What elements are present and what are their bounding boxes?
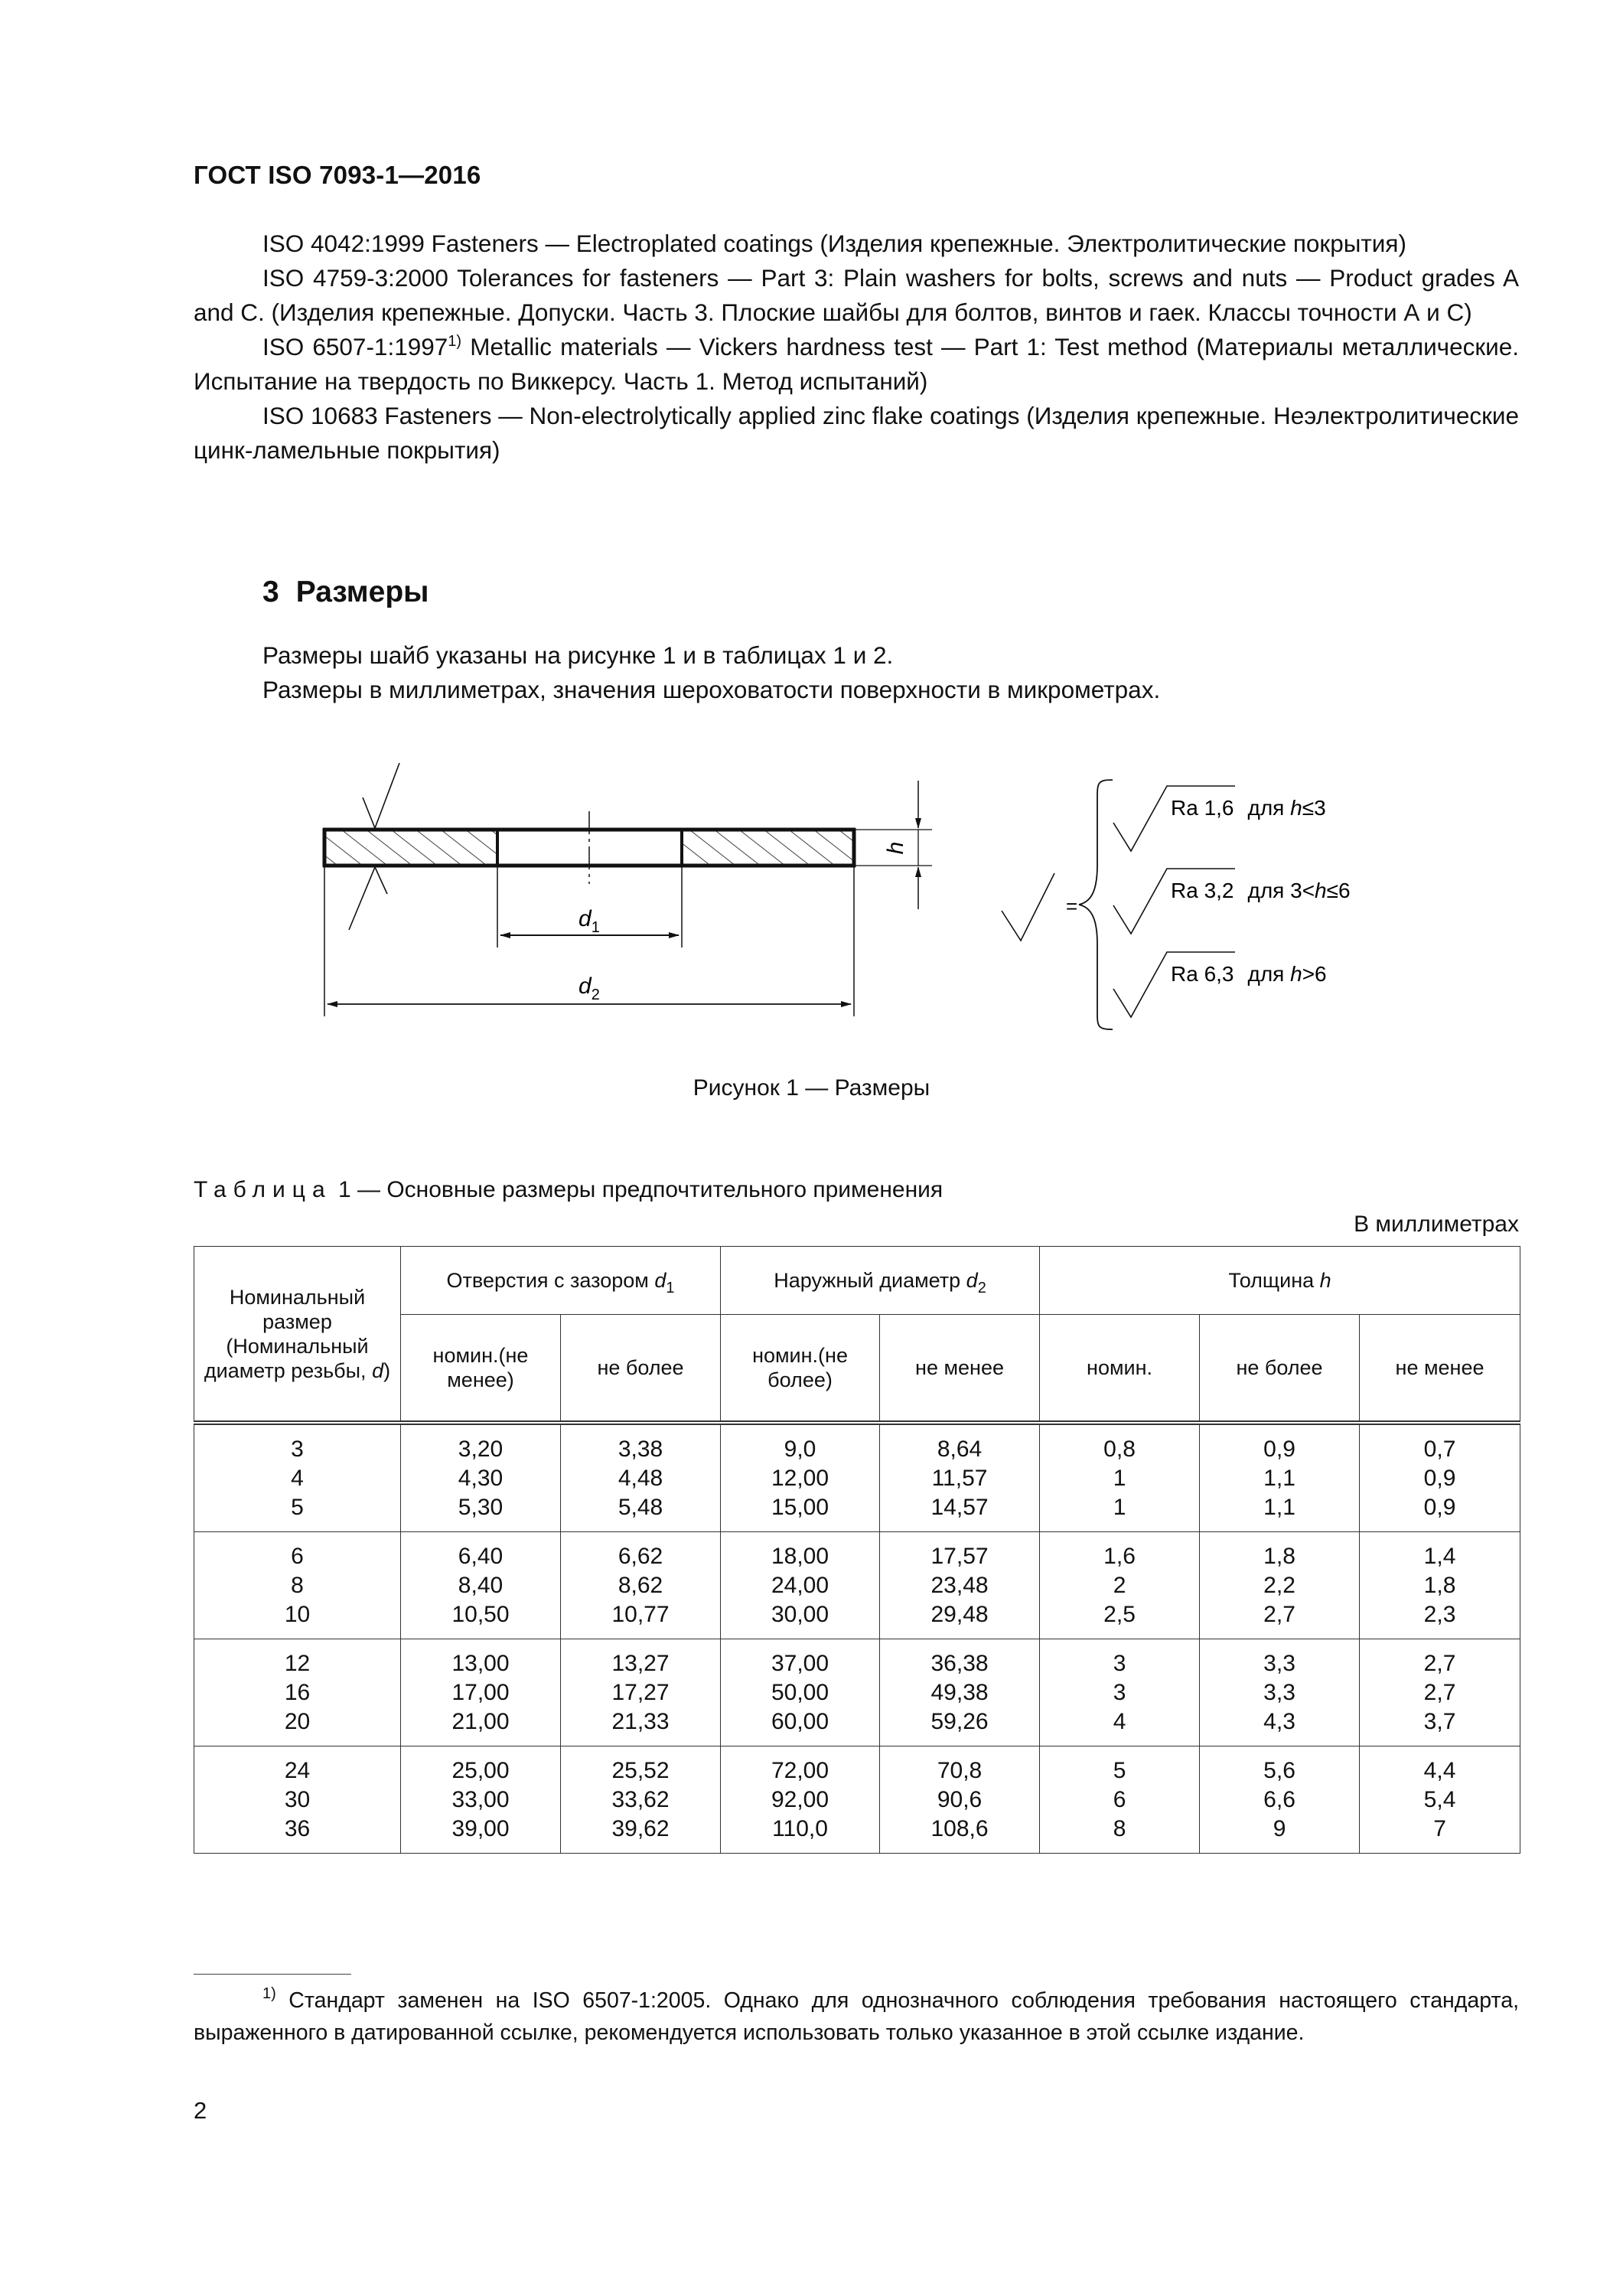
h-label: h — [883, 841, 908, 855]
cell-value: 92,00 — [771, 1786, 829, 1812]
cell-value: 0,7 — [1423, 1436, 1456, 1462]
table-units: В миллиметрах — [1354, 1212, 1519, 1237]
cell-value: 30 — [284, 1786, 311, 1812]
cell-value: 39,62 — [611, 1815, 670, 1841]
table-cell — [1360, 1746, 1520, 1854]
section-title: Размеры — [295, 576, 429, 608]
footnote-mark: 1) — [262, 1985, 276, 2002]
dimension-h — [855, 781, 932, 909]
cell-value: 2,2 — [1263, 1572, 1295, 1598]
table-cell — [721, 1746, 880, 1854]
reference-title: Metallic materials — Vickers hardness test — Part 1: Test method (Материалы металлические. Испытание на твердость по Виккерсу. Часть 1. Метод испытаний) — [194, 333, 1519, 395]
table-cell — [880, 1423, 1040, 1532]
cell-value: 5,48 — [618, 1494, 663, 1520]
subheader-outer-nom: номин.(не более) — [721, 1315, 880, 1424]
roughness-entry: Ra 3,2 для 3<h≤6 — [1171, 879, 1351, 902]
cell-value: 21,33 — [611, 1708, 670, 1734]
cell-value: 4 — [1113, 1708, 1126, 1734]
cell-value: 8,64 — [937, 1436, 983, 1462]
cell-value: 4,3 — [1263, 1708, 1295, 1734]
cell-value: 6 — [1113, 1786, 1126, 1812]
curly-brace — [1079, 780, 1113, 1029]
cell-value: 36 — [284, 1815, 311, 1841]
cell-value: 25,52 — [611, 1757, 670, 1783]
table-cell — [1200, 1532, 1360, 1639]
page-number: 2 — [194, 2097, 207, 2124]
cell-value: 4 — [291, 1465, 304, 1491]
subheader-clearance-nom: номин.(не менее) — [401, 1315, 561, 1424]
intro-paragraph: Размеры в миллиметрах, значения шероховатости поверхности в микрометрах. — [262, 676, 1161, 703]
table-cell — [194, 1639, 401, 1746]
cell-value: 21,00 — [451, 1708, 510, 1734]
cell-value: 6,40 — [458, 1543, 504, 1569]
cell-value: 5,30 — [458, 1494, 504, 1520]
cell-value: 15,00 — [771, 1494, 829, 1520]
cell-value: 24,00 — [771, 1572, 829, 1598]
table-cell — [1360, 1639, 1520, 1746]
cell-value: 90,6 — [937, 1786, 983, 1812]
cell-value: 59,26 — [930, 1708, 989, 1734]
cell-value: 3,3 — [1263, 1650, 1295, 1676]
cell-value: 3 — [1113, 1679, 1126, 1705]
table-cell — [194, 1746, 401, 1854]
cell-value: 17,00 — [451, 1679, 510, 1705]
cell-value: 23,48 — [930, 1572, 989, 1598]
cell-value: 1,8 — [1423, 1572, 1456, 1598]
table-caption — [194, 1177, 943, 1203]
d1-label: $d_1$ — [578, 906, 600, 936]
table-cell — [1360, 1532, 1520, 1639]
cell-value: 72,00 — [771, 1757, 829, 1783]
cell-value: 1 — [1113, 1494, 1126, 1520]
table-cell — [401, 1639, 561, 1746]
cell-value: 30,00 — [771, 1601, 829, 1627]
cell-value: 25,00 — [451, 1757, 510, 1783]
table-cell — [880, 1639, 1040, 1746]
section-number: 3 — [262, 576, 279, 608]
table-caption-number: 1 — [337, 1177, 351, 1202]
table-cell — [1040, 1639, 1200, 1746]
cell-value: 13,27 — [611, 1650, 670, 1676]
cell-value: 3,38 — [618, 1436, 663, 1462]
roughness-legend — [1002, 780, 1351, 1029]
reference-item: ISO 4042:1999 Fasteners — Electroplated coatings (Изделия крепежные. Электролитические покрытия) — [262, 230, 1406, 257]
header-outer-diameter: Наружный диаметр $d_2$ — [721, 1247, 1040, 1315]
cell-value: 3,20 — [458, 1436, 504, 1462]
cell-value: 70,8 — [937, 1757, 983, 1783]
reference-code: ISO 6507-1:1997 — [262, 333, 448, 360]
cell-value: 9,0 — [784, 1436, 816, 1462]
table-row-group — [194, 1423, 1520, 1532]
cell-value: 1,1 — [1263, 1494, 1295, 1520]
dimensions-table — [194, 1246, 1520, 1854]
dimension-d2 — [324, 867, 854, 1016]
table-row-group — [194, 1639, 1520, 1746]
footnote-separator — [194, 1974, 351, 1975]
header-text: Номинальный — [229, 1285, 366, 1309]
table-cell — [401, 1746, 561, 1854]
table-cell — [1200, 1639, 1360, 1746]
table-row-group — [194, 1532, 1520, 1639]
cell-value: 18,00 — [771, 1543, 829, 1569]
cell-value: 0,9 — [1263, 1436, 1295, 1462]
cell-value: 5 — [1113, 1757, 1126, 1783]
cell-value: 110,0 — [772, 1815, 828, 1841]
table-cell — [880, 1532, 1040, 1639]
cell-value: 108,6 — [930, 1815, 989, 1841]
cell-value: 10 — [284, 1601, 311, 1627]
cell-value: 60,00 — [771, 1708, 829, 1734]
cell-value: 7 — [1433, 1815, 1446, 1841]
cell-value: 8 — [291, 1572, 304, 1598]
footnote — [194, 1985, 1519, 2049]
reference-item: ISO 4759-3:2000 Tolerances for fasteners — Part 3: Plain washers for bolts, screws and nuts — Product grades A and C. (Изделия крепежные. Допуски. Часть 3. Плоские шайбы для болтов, винтов и гаек. Классы точности А и С) — [194, 264, 1519, 326]
figure-caption: Рисунок 1 — Размеры — [693, 1075, 930, 1101]
cell-value: 12 — [284, 1650, 311, 1676]
subheader-clearance-max: не более — [561, 1315, 721, 1424]
roughness-entry: Ra 6,3 для h>6 — [1171, 962, 1327, 986]
cell-value: 1 — [1113, 1465, 1126, 1491]
cell-value: 0,8 — [1103, 1436, 1136, 1462]
cell-value: 2 — [1113, 1572, 1126, 1598]
reference-item: ISO 10683 Fasteners — Non-electrolytically applied zinc flake coatings (Изделия крепежные. Неэлектролитические цинк-ламельные покрытия) — [194, 402, 1519, 464]
cell-value: 10,50 — [451, 1601, 510, 1627]
cell-value: 11,57 — [931, 1465, 988, 1491]
cell-value: 39,00 — [451, 1815, 510, 1841]
table-cell — [1040, 1532, 1200, 1639]
cell-value: 17,57 — [930, 1543, 989, 1569]
cell-value: 6 — [291, 1543, 304, 1569]
cell-value: 8 — [1113, 1815, 1126, 1841]
cell-value: 24 — [284, 1757, 311, 1783]
intro-paragraph: Размеры шайб указаны на рисунке 1 и в таблицах 1 и 2. — [262, 641, 894, 669]
cell-value: 2,3 — [1423, 1601, 1456, 1627]
table-cell — [880, 1746, 1040, 1854]
washer-section — [323, 811, 855, 884]
header-text: (Номинальный — [226, 1334, 369, 1358]
cell-value: 1,6 — [1103, 1543, 1136, 1569]
cell-value: 36,38 — [930, 1650, 989, 1676]
cell-value: 16 — [284, 1679, 311, 1705]
cell-value: 5 — [291, 1494, 304, 1520]
header-thickness: Толщина h — [1040, 1247, 1520, 1315]
cell-value: 1,8 — [1263, 1543, 1295, 1569]
footnote-ref[interactable]: 1) — [448, 333, 462, 350]
cell-value: 17,27 — [611, 1679, 670, 1705]
cell-value: 5,4 — [1423, 1786, 1456, 1812]
roughness-symbol-icon — [1002, 873, 1054, 941]
cell-value: 3,3 — [1263, 1679, 1295, 1705]
footnote-text-block — [194, 1985, 1519, 2049]
cell-value: 50,00 — [771, 1679, 829, 1705]
table-cell — [1040, 1423, 1200, 1532]
cell-value: 49,38 — [930, 1679, 989, 1705]
table-cell — [561, 1746, 721, 1854]
cell-value: 20 — [284, 1708, 311, 1734]
equals-sign: = — [1066, 895, 1078, 918]
cell-value: 4,30 — [458, 1465, 504, 1491]
header-text: размер — [262, 1309, 332, 1333]
table-cell — [1200, 1423, 1360, 1532]
header-nominal-size — [194, 1247, 401, 1424]
cell-value: 1,4 — [1423, 1543, 1456, 1569]
cell-value: 2,5 — [1103, 1601, 1136, 1627]
table-cell — [194, 1423, 401, 1532]
cell-value: 33,00 — [451, 1786, 510, 1812]
subheader-thick-nom: номин. — [1040, 1315, 1200, 1424]
cell-value: 0,9 — [1423, 1465, 1456, 1491]
document-header-title: ГОСТ ISO 7093-1—2016 — [194, 161, 481, 189]
footnote-text: Стандарт заменен на ISO 6507-1:2005. Однако для однозначного соблюдения требования настоящего стандарта, выраженного в датированной ссылке, рекомендуется использовать только указанное в этой ссылке издание. — [194, 1988, 1519, 2045]
header-text: диаметр резьбы, — [204, 1358, 367, 1382]
cell-value: 33,62 — [611, 1786, 670, 1812]
header-clearance-hole: Отверстия с зазором $d_1$ — [401, 1247, 721, 1315]
cell-value: 29,48 — [930, 1601, 989, 1627]
table-row-group — [194, 1746, 1520, 1854]
cell-value: 3 — [291, 1436, 304, 1462]
cell-value: 1,1 — [1263, 1465, 1295, 1491]
cell-value: 14,57 — [930, 1494, 989, 1520]
table-cell — [1200, 1746, 1360, 1854]
cell-value: 2,7 — [1423, 1650, 1456, 1676]
cell-value: 3 — [1113, 1650, 1126, 1676]
cell-value: 6,62 — [618, 1543, 663, 1569]
table-cell — [721, 1532, 880, 1639]
cell-value: 5,6 — [1263, 1757, 1295, 1783]
table-caption-label: Таблица — [194, 1177, 332, 1202]
table-cell — [721, 1639, 880, 1746]
subheader-thick-min: не менее — [1360, 1315, 1520, 1424]
roughness-entry: Ra 1,6 для h≤3 — [1171, 796, 1326, 820]
subheader-thick-max: не более — [1200, 1315, 1360, 1424]
washer-hatch-right — [682, 830, 854, 865]
cell-value: 3,7 — [1423, 1708, 1456, 1734]
cell-value: 13,00 — [451, 1650, 510, 1676]
cell-value: 2,7 — [1423, 1679, 1456, 1705]
d2-label: $d_2$ — [578, 974, 600, 1003]
cell-value: 8,40 — [458, 1572, 504, 1598]
table-cell — [561, 1423, 721, 1532]
table-cell — [1040, 1746, 1200, 1854]
cell-value: 4,48 — [618, 1465, 663, 1491]
cell-value: 6,6 — [1263, 1786, 1295, 1812]
dimension-d1 — [497, 867, 682, 947]
cell-value: 8,62 — [618, 1572, 663, 1598]
cell-value: 10,77 — [611, 1601, 670, 1627]
cell-value: 37,00 — [771, 1650, 829, 1676]
cell-value: 0,9 — [1423, 1494, 1456, 1520]
cell-value: 2,7 — [1263, 1601, 1295, 1627]
washer-hatch-left — [324, 830, 497, 865]
table-cell — [561, 1532, 721, 1639]
figure-washer-dimensions — [0, 0, 1623, 1071]
subheader-outer-min: не менее — [880, 1315, 1040, 1424]
table-cell — [401, 1532, 561, 1639]
table-body — [194, 1423, 1520, 1854]
table-cell — [1360, 1423, 1520, 1532]
table-cell — [401, 1423, 561, 1532]
table-cell — [721, 1423, 880, 1532]
table-caption-text: — Основные размеры предпочтительного применения — [350, 1177, 943, 1202]
cell-value: 9 — [1273, 1815, 1286, 1841]
cell-value: 4,4 — [1423, 1757, 1456, 1783]
table-cell — [561, 1639, 721, 1746]
cell-value: 12,00 — [771, 1465, 829, 1491]
header-text: d) — [372, 1358, 391, 1382]
table-cell — [194, 1532, 401, 1639]
